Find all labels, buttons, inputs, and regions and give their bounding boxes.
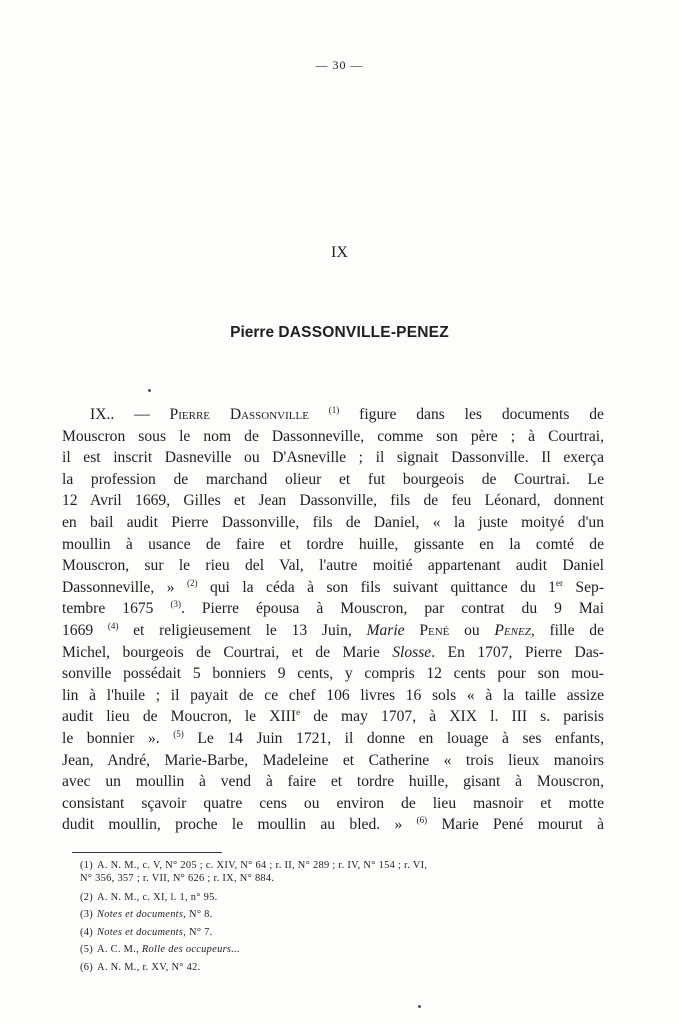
text-run: ou [449, 621, 495, 639]
text-run: figure dans les documents de [339, 406, 604, 423]
text-line: 12 Avril 1669, Gilles et Jean Dassonville, fils de feu Léonard, donnent [62, 492, 604, 510]
footnote-text: N° 7. [186, 926, 213, 938]
text-run: . Pierre épousa à Mouscron, par contrat du 9 Mai [180, 600, 604, 618]
footnote-ref: (1) [328, 405, 340, 415]
text-line [62, 577, 604, 599]
text-line: la profession de marchand olieur et fut bourgeois de Courtrai. Le [62, 470, 604, 488]
text-run: dudit moullin, proche le moullin au bled. » [62, 816, 417, 834]
footnote-divider [72, 852, 222, 853]
name-small-caps: Pené [419, 621, 450, 639]
scan-speck [148, 389, 151, 392]
chapter-numeral: IX [331, 244, 348, 261]
text-run [405, 622, 420, 639]
text-run: Sep- [562, 578, 605, 596]
ordinal-superscript: e [296, 707, 301, 718]
name-italic: Slosse [392, 643, 432, 661]
footnote-ref: (5) [173, 728, 184, 739]
text-line [62, 598, 604, 620]
body-paragraph [62, 404, 604, 836]
text-line: Mouscron, sur le rieu del Val, l'autre moitié appartenant audit Daniel [62, 557, 604, 575]
text-line [62, 814, 604, 836]
footnote-number: (5) [80, 944, 94, 956]
footnote-text: A. N. M., r. XV, N° 42. [97, 961, 201, 973]
footnote-number: (6) [80, 961, 94, 973]
footnote-text: N° 8. [186, 909, 213, 921]
text-line: il est inscrit Dasneville ou D'Asneville ; il signait Dassonville. Il exerça [62, 449, 604, 467]
text-line [62, 620, 604, 642]
text-run: tembre 1675 [62, 600, 171, 618]
footnote-number: (4) [80, 926, 94, 938]
footnote-4 [80, 924, 610, 942]
text-run: audit lieu de Moucron, le XIII [62, 708, 297, 726]
footnote-italic-text: Notes et documents, [97, 926, 187, 938]
text-run: Michel, bourgeois de Courtrai, et de Marie [62, 643, 393, 661]
ordinal-superscript: er [555, 577, 563, 588]
section-title [0, 324, 679, 342]
text-run: . En 1707, Pierre Das- [431, 643, 605, 661]
text-line: moullin à usance de faire et tordre huille, gissante en la comté de [62, 535, 604, 553]
text-line: consistant sçavoir quatre cens ou environ de lieu masnoir et motte [62, 794, 604, 812]
text-run: Marie Pené mourut à [427, 816, 605, 834]
text-run: de may 1707, à XIX l. III s. parisis [300, 708, 604, 726]
name-small-caps: Pierre Dassonville [169, 406, 309, 423]
text-line [62, 404, 604, 426]
text-run: et religieusement le 13 Juin, [118, 621, 367, 639]
footnote-text: A. N. M., c. XI, l. 1, n° 95. [97, 891, 218, 903]
footnote-italic-text: Rolle des occupeurs... [141, 944, 240, 956]
footnotes [80, 857, 610, 977]
text-run: Le 14 Juin 1721, il donne en louage à ses enfants, [183, 729, 604, 747]
scan-speck [418, 1005, 421, 1008]
footnote-ref: (2) [186, 577, 198, 588]
text-line [62, 728, 604, 750]
text-run: qui la céda à son fils suivant quittance du 1 [197, 578, 556, 596]
footnote-1 [80, 857, 610, 875]
footnote-ref: (4) [107, 620, 119, 631]
text-line [62, 706, 604, 728]
title-last-name: DASSONVILLE-PENEZ [278, 324, 449, 341]
page-number: — 30 — [315, 58, 364, 72]
title-first-name: Pierre [230, 324, 275, 341]
text-line: avec un moullin à vend à faire et tordre huille, gisant à Mouscron, [62, 773, 604, 791]
footnote-text: A. C. M., [97, 944, 142, 956]
text-line: Jean, André, Marie-Barbe, Madeleine et Catherine « trois lieux manoirs [62, 751, 604, 769]
text-run: IX.. — [90, 406, 170, 423]
footnote-number: (1) [80, 860, 94, 871]
footnote-italic-text: Notes et documents, [97, 909, 187, 921]
footnote-3 [80, 906, 610, 924]
footnote-1-continuation: N° 356, 357 ; r. VII, N° 626 ; r. IX, N° 884. [80, 872, 275, 884]
text-run: fille de [534, 621, 604, 639]
text-line: lin à l'huile ; il payait de ce chef 106 livres 16 sols « à la taille assize [62, 686, 604, 704]
footnote-ref: (3) [170, 599, 181, 610]
footnote-number: (2) [80, 891, 94, 903]
footnote-5 [80, 941, 610, 959]
text-line: Mouscron sous le nom de Dassonneville, comme son père ; à Courtrai, [62, 427, 604, 445]
text-run: le bonnier ». [62, 729, 174, 747]
footnote-2 [80, 889, 610, 907]
text-line [62, 642, 604, 664]
text-run: 1669 [62, 621, 108, 639]
footnote-number: (3) [80, 909, 94, 921]
text-run: Dassonneville, » [62, 578, 187, 596]
text-line: sonville possédait 5 bonniers 9 cents, y compris 12 cents pour son mou- [62, 665, 604, 683]
name-small-caps: Penez, [494, 621, 535, 639]
footnote-text: A. N. M., c. V, N° 205 ; c. XIV, N° 64 ; r. II, N° 289 ; r. IV, N° 154 ; r. VI, [97, 860, 428, 871]
text-line: en bail audit Pierre Dassonville, fils de Daniel, « la juste moityé d'un [62, 513, 604, 531]
footnote-ref: (6) [416, 815, 428, 826]
footnote-6 [80, 959, 610, 977]
name-italic: Marie [366, 621, 405, 639]
